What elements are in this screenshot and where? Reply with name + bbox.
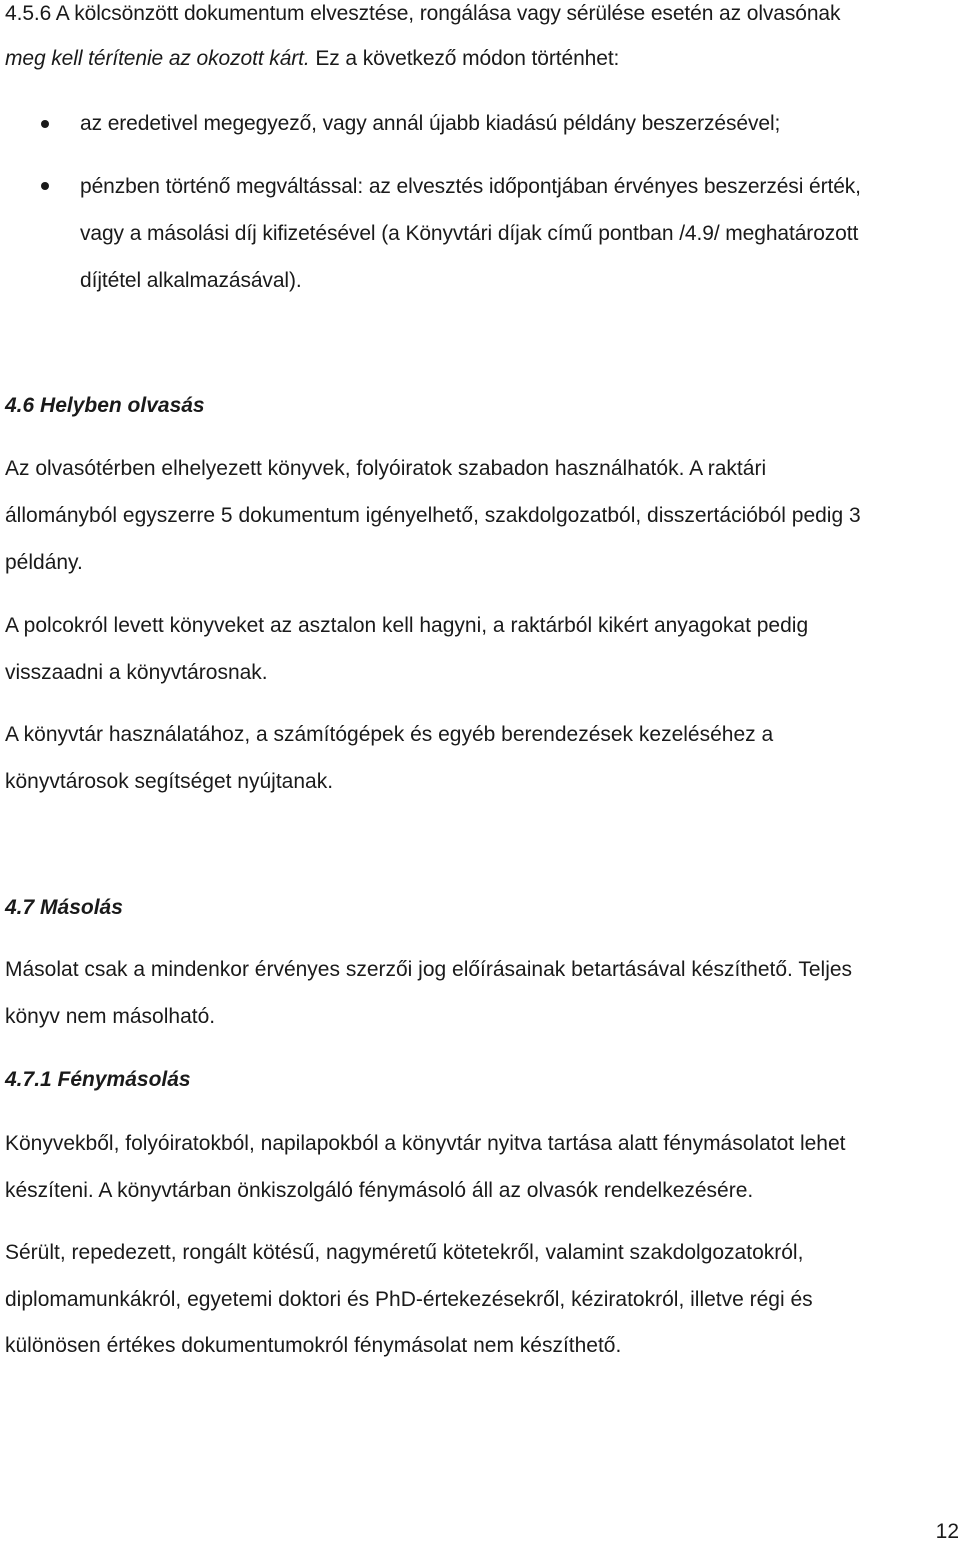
heading-fenymasolas: 4.7.1 Fénymásolás <box>5 1068 191 1091</box>
paragraph-line: különösen értékes dokumentumokról fénymásolat nem készíthető. <box>5 1334 622 1357</box>
page-number: 12 <box>935 1520 959 1543</box>
paragraph-line: könyvtárosok segítséget nyújtanak. <box>5 770 334 793</box>
section-456-italic-text: meg kell térítenie az okozott kárt. <box>5 47 310 70</box>
bullet-icon <box>41 182 49 190</box>
paragraph-line: Könyvekből, folyóiratokból, napilapokból a könyvtár nyitva tartása alatt fénymásolatot lehet <box>5 1132 846 1155</box>
paragraph-line: Másolat csak a mindenkor érvényes szerzői jog előírásainak betartásával készíthető. Teljes <box>5 958 853 981</box>
heading-masolas: 4.7 Másolás <box>5 896 123 919</box>
bullet-2-line-3: díjtétel alkalmazásával). <box>80 269 302 292</box>
section-456-rest-text: Ez a következő módon történhet: <box>309 47 620 70</box>
section-456-line1: 4.5.6 A kölcsönzött dokumentum elvesztése, rongálása vagy sérülése esetén az olvasónak <box>5 2 841 25</box>
paragraph-line: példány. <box>5 551 83 574</box>
paragraph-line: Sérült, repedezett, rongált kötésű, nagyméretű kötetekről, valamint szakdolgozatokról, <box>5 1241 804 1264</box>
paragraph-line: A polcokról levett könyveket az asztalon kell hagyni, a raktárból kikért anyagokat pedig <box>5 614 809 637</box>
paragraph-line: A könyvtár használatához, a számítógépek és egyéb berendezések kezeléséhez a <box>5 723 774 746</box>
paragraph-line: könyv nem másolható. <box>5 1005 216 1028</box>
paragraph-line: diplomamunkákról, egyetemi doktori és PhD-értekezésekről, kéziratokról, illetve régi és <box>5 1288 813 1311</box>
paragraph-line: visszaadni a könyvtárosnak. <box>5 661 268 684</box>
bullet-icon <box>41 120 49 128</box>
bullet-1-line-1: az eredetivel megegyező, vagy annál újabb kiadású példány beszerzésével; <box>80 112 781 135</box>
heading-helyben-olvasas: 4.6 Helyben olvasás <box>5 394 205 417</box>
paragraph-line: Az olvasótérben elhelyezett könyvek, folyóiratok szabadon használhatók. A raktári <box>5 457 767 480</box>
section-456-line2 <box>5 47 619 71</box>
bullet-2-line-1: pénzben történő megváltással: az elvesztés időpontjában érvényes beszerzési érték, <box>80 175 861 198</box>
paragraph-line: állományból egyszerre 5 dokumentum igényelhető, szakdolgozatból, disszertációból pedig 3 <box>5 504 861 527</box>
paragraph-line: készíteni. A könyvtárban önkiszolgáló fénymásoló áll az olvasók rendelkezésére. <box>5 1179 754 1202</box>
bullet-2-line-2: vagy a másolási díj kifizetésével (a Könyvtári díjak című pontban /4.9/ meghatározott <box>80 222 859 245</box>
